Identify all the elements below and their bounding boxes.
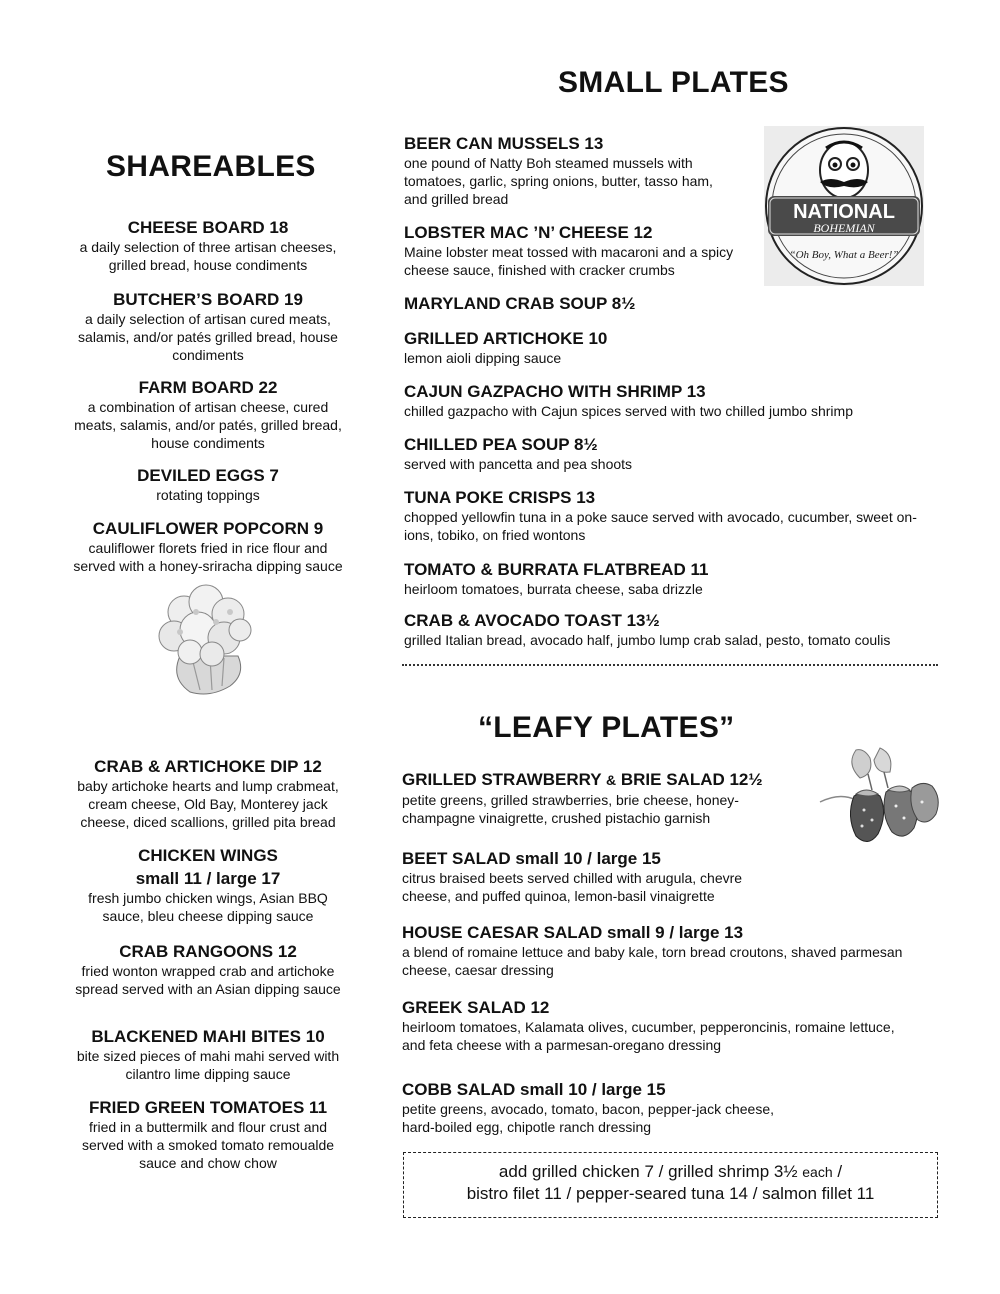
item-desc: a daily selection of artisan cured meats,: [85, 311, 331, 327]
item-desc: rotating toppings: [156, 487, 260, 503]
item-desc: served with a honey-sriracha dipping sauce: [73, 558, 343, 574]
menu-item-deviled-eggs: [60, 465, 356, 504]
item-desc: and grilled bread: [404, 191, 509, 207]
logo-slogan: “Oh Boy, What a Beer!”: [789, 249, 899, 261]
item-desc: salamis, and/or patés grilled bread, house: [78, 329, 338, 345]
item-desc: baby artichoke hearts and lump crabmeat,: [77, 778, 339, 794]
item-title: GRILLED STRAWBERRY & BRIE SALAD 12½: [402, 770, 763, 789]
item-title: CRAB & ARTICHOKE DIP 12: [94, 757, 322, 776]
menu-item-tomato-burrata-flatbread: [404, 559, 924, 598]
menu-item-lobster-mac-n-cheese: [404, 222, 764, 279]
menu-item-tuna-poke-crisps: [404, 487, 944, 544]
item-desc: tomatoes, garlic, spring onions, butter, tasso ham,: [404, 173, 713, 189]
menu-item-fried-green-tomatoes: [60, 1097, 356, 1172]
item-desc: champagne vinaigrette, crushed pistachio garnish: [402, 810, 711, 826]
item-title: CHILLED PEA SOUP 8½: [404, 435, 598, 454]
item-desc: served with a smoked tomato remoualde: [81, 1137, 335, 1153]
item-desc: petite greens, avocado, tomato, bacon, pepper-jack cheese,: [402, 1101, 775, 1117]
item-title: CAULIFLOWER POPCORN 9: [92, 519, 324, 538]
menu-item-grilled-strawberry-brie-salad: [402, 769, 822, 827]
item-desc: house condiments: [151, 435, 265, 451]
item-desc: sauce, bleu cheese dipping sauce: [102, 908, 314, 924]
menu-item-maryland-crab-soup: [404, 293, 924, 314]
menu-item-farm-board: [60, 377, 356, 452]
item-title: CRAB RANGOONS 12: [119, 942, 297, 961]
addons-line-1: add grilled chicken 7 / grilled shrimp 3½ each /: [498, 1162, 843, 1181]
item-desc: meats, salamis, and/or patés, grilled bread,: [74, 417, 342, 433]
item-title: LOBSTER MAC ’N’ CHEESE 12: [404, 223, 653, 242]
item-desc: a daily selection of three artisan cheeses,: [79, 239, 337, 255]
item-desc: grilled bread, house condiments: [108, 257, 308, 273]
salad-addons-box: [403, 1152, 938, 1218]
item-title: FARM BOARD 22: [138, 378, 278, 397]
item-desc: cheese sauce, finished with cracker crumbs: [404, 262, 675, 278]
item-desc: cream cheese, Old Bay, Monterey jack: [88, 796, 328, 812]
item-title: BLACKENED MAHI BITES 10: [91, 1027, 325, 1046]
item-desc: bite sized pieces of mahi mahi served with: [76, 1048, 340, 1064]
item-desc: a blend of romaine lettuce and baby kale, torn bread croutons, shaved parmesan: [402, 944, 903, 960]
item-desc: heirloom tomatoes, Kalamata olives, cucumber, pepperoncinis, romaine lettuce,: [402, 1019, 895, 1035]
shareables-heading: SHAREABLES: [106, 150, 316, 183]
item-desc: condiments: [172, 347, 244, 363]
menu-item-greek-salad: [402, 997, 962, 1054]
item-title: TOMATO & BURRATA FLATBREAD 11: [404, 560, 709, 579]
item-desc: fried wonton wrapped crab and artichoke: [81, 963, 335, 979]
item-desc: ions, tobiko, on fried wontons: [404, 527, 586, 543]
item-title: COBB SALAD small 10 / large 15: [402, 1080, 666, 1099]
item-desc: cheese, and puffed quinoa, lemon-basil vinaigrette: [402, 888, 715, 904]
menu-item-cajun-gazpacho: [404, 381, 944, 420]
national-bohemian-logo-icon: [764, 126, 924, 286]
menu-item-beer-can-mussels: [404, 133, 764, 208]
strawberries-icon: [816, 744, 946, 848]
item-desc: cilantro lime dipping sauce: [125, 1066, 291, 1082]
item-desc: lemon aioli dipping sauce: [404, 350, 562, 366]
item-title: GREEK SALAD 12: [402, 998, 550, 1017]
item-title: TUNA POKE CRISPS 13: [404, 488, 596, 507]
item-desc: one pound of Natty Boh steamed mussels with: [404, 155, 693, 171]
section-divider: [402, 664, 938, 666]
item-desc: served with pancetta and pea shoots: [404, 456, 633, 472]
item-title: CHICKEN WINGS: [138, 846, 278, 865]
logo-brand-line1: NATIONAL: [793, 201, 895, 223]
menu-item-chilled-pea-soup: [404, 434, 924, 473]
item-title: CHEESE BOARD 18: [127, 218, 289, 237]
item-desc: petite greens, grilled strawberries, brie cheese, honey-: [402, 792, 739, 808]
addons-line-2: bistro filet 11 / pepper-seared tuna 14 / salmon fillet 11: [466, 1184, 875, 1203]
menu-item-crab-avocado-toast: [404, 610, 944, 649]
item-desc: grilled Italian bread, avocado half, jumbo lump crab salad, pesto, tomato coulis: [404, 632, 891, 648]
item-desc: Maine lobster meat tossed with macaroni and a spicy: [404, 244, 734, 260]
menu-item-butchers-board: [60, 289, 356, 364]
item-desc: fried in a buttermilk and flour crust and: [88, 1119, 328, 1135]
item-title: FRIED GREEN TOMATOES 11: [88, 1098, 328, 1117]
menu-item-cauliflower-popcorn: [56, 518, 360, 575]
item-desc: chopped yellowfin tuna in a poke sauce served with avocado, cucumber, sweet on-: [404, 509, 917, 525]
item-desc: spread served with an Asian dipping sauce: [75, 981, 341, 997]
cauliflower-icon: [150, 582, 256, 698]
item-desc: chilled gazpacho with Cajun spices served with two chilled jumbo shrimp: [404, 403, 853, 419]
item-title: HOUSE CAESAR SALAD small 9 / large 13: [402, 923, 744, 942]
item-desc: cheese, caesar dressing: [402, 962, 554, 978]
item-desc: cheese, diced scallions, grilled pita bread: [80, 814, 336, 830]
logo-brand-line2: BOHEMIAN: [813, 221, 875, 235]
item-desc: heirloom tomatoes, burrata cheese, saba drizzle: [404, 581, 703, 597]
leafy-plates-heading: “LEAFY PLATES”: [478, 711, 735, 744]
menu-item-house-caesar-salad: [402, 922, 962, 979]
menu-item-cheese-board: [60, 217, 356, 274]
menu-item-crab-artichoke-dip: [60, 756, 356, 831]
menu-item-crab-rangoons: [56, 941, 360, 998]
item-desc: citrus braised beets served chilled with arugula, chevre: [402, 870, 743, 886]
menu-item-blackened-mahi-bites: [56, 1026, 360, 1083]
item-desc: a combination of artisan cheese, cured: [87, 399, 329, 415]
item-title: GRILLED ARTICHOKE 10: [404, 329, 608, 348]
item-desc: fresh jumbo chicken wings, Asian BBQ: [88, 890, 328, 906]
item-desc: cauliflower florets fried in rice flour and: [88, 540, 328, 556]
menu-item-chicken-wings: [60, 845, 356, 925]
item-title: BEER CAN MUSSELS 13: [404, 134, 604, 153]
item-title: CRAB & AVOCADO TOAST 13½: [404, 611, 660, 630]
item-desc: and feta cheese with a parmesan-oregano dressing: [402, 1037, 722, 1053]
item-title: DEVILED EGGS 7: [137, 466, 279, 485]
menu-item-beet-salad: [402, 848, 922, 905]
item-price: small 11 / large 17: [135, 869, 281, 888]
item-desc: hard-boiled egg, chipotle ranch dressing: [402, 1119, 652, 1135]
menu-item-grilled-artichoke: [404, 328, 924, 367]
small-plates-heading: SMALL PLATES: [558, 66, 789, 99]
menu-item-cobb-salad: [402, 1079, 962, 1136]
item-title: BEET SALAD small 10 / large 15: [402, 849, 661, 868]
item-desc: sauce and chow chow: [139, 1155, 277, 1171]
item-title: BUTCHER’S BOARD 19: [113, 290, 303, 309]
item-title: CAJUN GAZPACHO WITH SHRIMP 13: [404, 382, 706, 401]
item-title: MARYLAND CRAB SOUP 8½: [404, 294, 636, 313]
